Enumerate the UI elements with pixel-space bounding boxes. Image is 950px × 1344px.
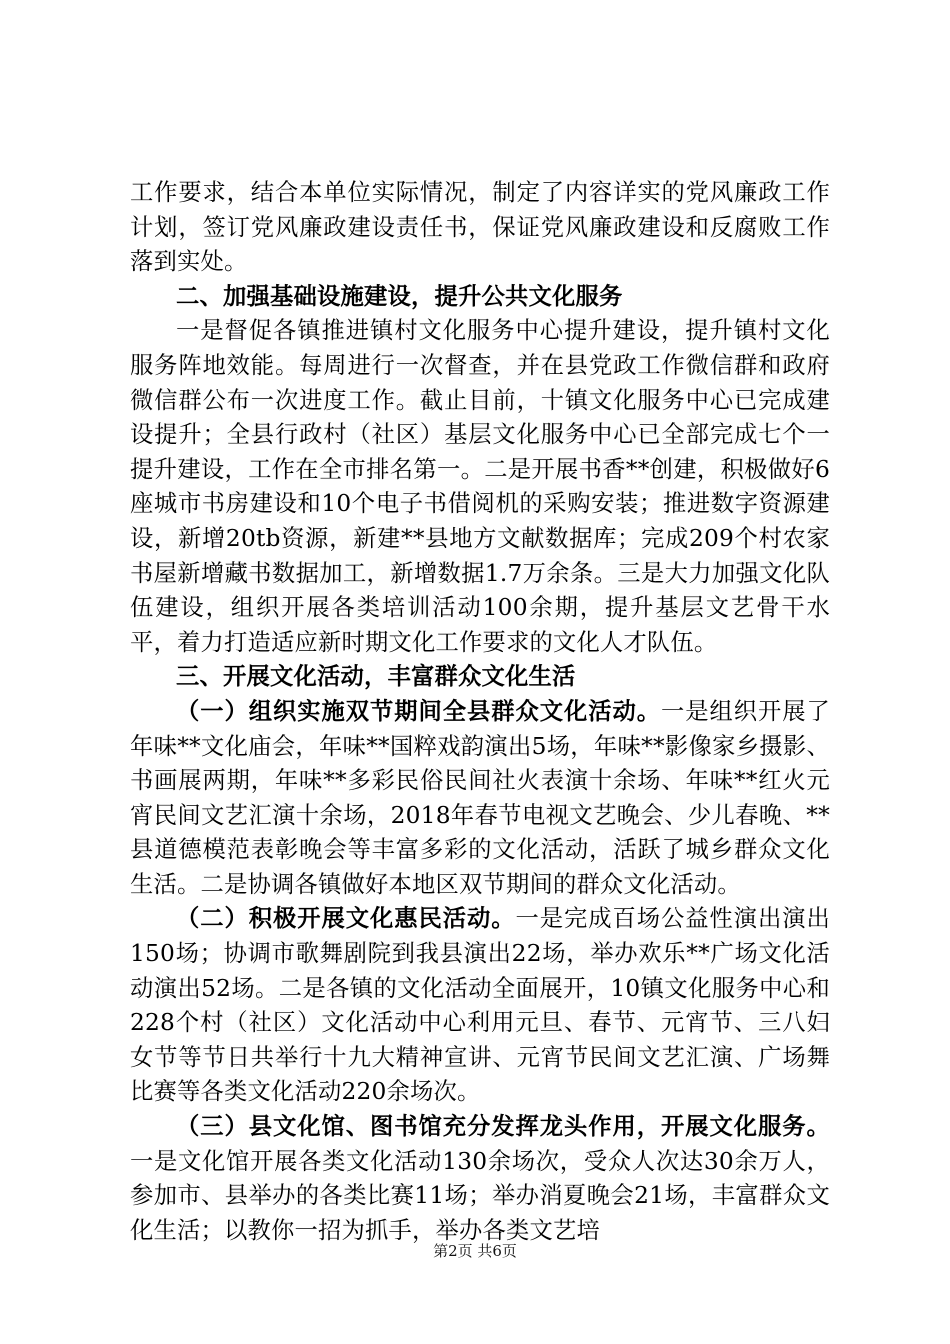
paragraph-infrastructure: 一是督促各镇推进镇村文化服务中心提升建设，提升镇村文化服务阵地效能。每周进行一次督查，并在县党政工作微信群和政府微信群公布一次进度工作。截止目前，十镇文化服务中心已完成建设提升；全县行政村（社区）基层文化服务中心已全部完成七个一提升建设，工作在全市排名第一。二是开展书香**创建，积极做好6座城市书房建设和10个电子书借阅机的采购安装；推进数字资源建设，新增20tb资源，新建**县地方文献数据库；完成209个村农家书屋新增藏书数据加工，新增数据1.7万余条。三是大力加强文化队伍建设，组织开展各类培训活动100余期，提升基层文艺骨干水平，着力打造适应新时期文化工作要求的文化人才队伍。: [130, 317, 830, 656]
paragraph-body: 一是完成百场公益性演出演出150场；协调市歌舞剧院到我县演出22场，举办欢乐**广场文化活动演出52场。二是各镇的文化活动全面展开，10镇文化服务中心和228个村（社区）文化活动中心利用元旦、春节、元宵节、三八妇女节等节日共举行十九大精神宣讲、元宵节民间文艺汇演、广场舞比赛等各类文化活动220余场次。: [130, 905, 830, 1106]
paragraph-festival-activities: [130, 695, 830, 903]
document-body: [130, 176, 830, 1248]
paragraph-culture-center: [130, 1110, 830, 1248]
section-heading-2: 二、加强基础设施建设，提升公共文化服务: [176, 282, 623, 310]
subheading-3: （三）县文化馆、图书馆充分发挥龙头作用，开展文化服务。: [176, 1113, 830, 1141]
paragraph-body: 一是组织开展了年味**文化庙会，年味**国粹戏韵演出5场，年味**影像家乡摄影、书画展两期，年味**多彩民俗民间社火表演十余场、年味**红火元宵民间文艺汇演十余场，2018年春节电视文艺晚会、少儿春晚、**县道德模范表彰晚会等丰富多彩的文化活动，活跃了城乡群众文化生活。二是协调各镇做好本地区双节期间的群众文化活动。: [130, 697, 830, 898]
page-footer: 第2页 共6页: [433, 1242, 517, 1260]
paragraph-body: 一是文化馆开展各类文化活动130余场次，受众人次达30余万人，参加市、县举办的各类比赛11场；举办消夏晚会21场，丰富群众文化生活；以教你一招为抓手，举办各类文艺培: [130, 1147, 830, 1244]
subheading-2: （二）积极开展文化惠民活动。: [176, 905, 516, 933]
paragraph-public-benefit: [130, 902, 830, 1110]
subheading-1: （一）组织实施双节期间全县群众文化活动。: [176, 697, 661, 725]
section-heading-3: 三、开展文化活动，丰富群众文化生活: [176, 663, 576, 691]
paragraph-continuation: 工作要求，结合本单位实际情况，制定了内容详实的党风廉政工作计划，签订党风廉政建设责任书，保证党风廉政建设和反腐败工作落到实处。: [130, 179, 830, 276]
